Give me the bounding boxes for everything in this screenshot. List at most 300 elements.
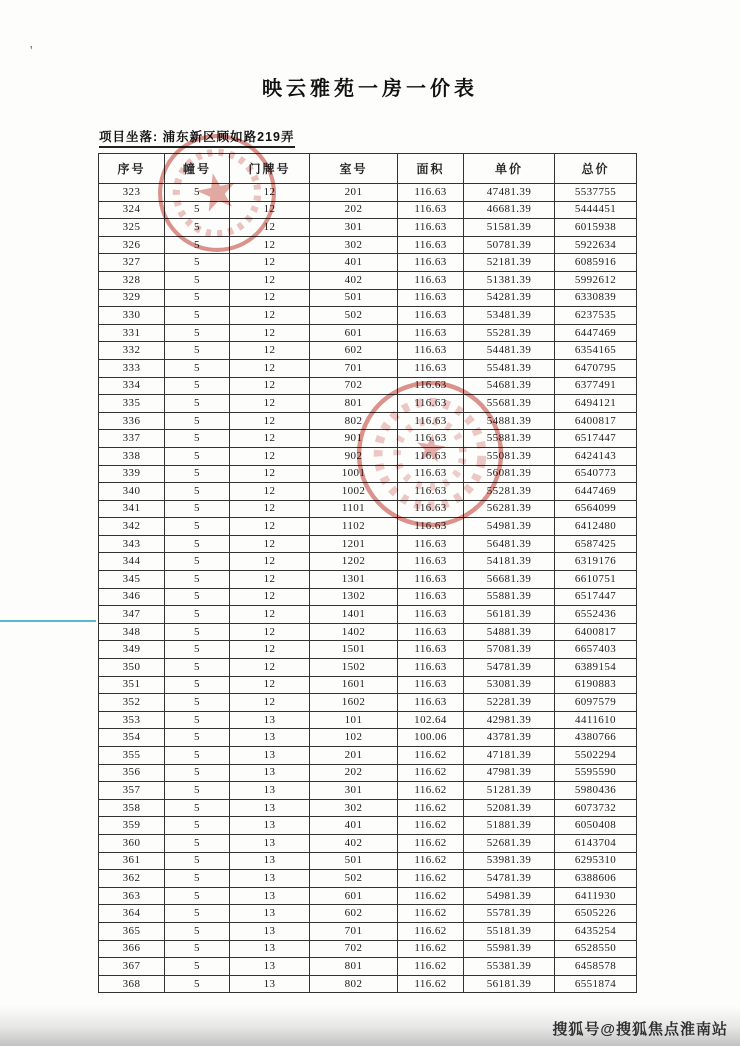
cell-unit-price: 43781.39 <box>464 729 555 747</box>
cell-serial: 349 <box>99 641 165 659</box>
cell-door-number: 13 <box>230 922 310 940</box>
cell-building: 5 <box>165 764 230 782</box>
col-header-unit-price: 单价 <box>464 154 555 184</box>
table-row <box>99 958 637 976</box>
cell-total-price: 6190883 <box>555 676 637 694</box>
cell-area: 116.63 <box>398 500 464 518</box>
cell-room: 102 <box>310 729 398 747</box>
cell-building: 5 <box>165 817 230 835</box>
cell-area: 116.62 <box>398 975 464 993</box>
cell-room: 802 <box>310 412 398 430</box>
cell-door-number: 12 <box>230 395 310 413</box>
cell-total-price: 5992612 <box>555 271 637 289</box>
cell-door-number: 12 <box>230 289 310 307</box>
table-row <box>99 606 637 624</box>
cell-unit-price: 56081.39 <box>464 465 555 483</box>
cell-area: 116.63 <box>398 395 464 413</box>
cell-room: 202 <box>310 764 398 782</box>
cell-total-price: 6552436 <box>555 606 637 624</box>
cell-door-number: 12 <box>230 219 310 237</box>
cell-total-price: 6587425 <box>555 535 637 553</box>
cell-area: 100.06 <box>398 729 464 747</box>
price-table-body <box>99 184 637 993</box>
cell-room: 601 <box>310 324 398 342</box>
cell-unit-price: 55681.39 <box>464 395 555 413</box>
cell-area: 102.64 <box>398 711 464 729</box>
cell-door-number: 12 <box>230 518 310 536</box>
cell-room: 402 <box>310 271 398 289</box>
cell-total-price: 6295310 <box>555 852 637 870</box>
cell-door-number: 13 <box>230 975 310 993</box>
cell-unit-price: 54781.39 <box>464 870 555 888</box>
cell-building: 5 <box>165 447 230 465</box>
table-row <box>99 395 637 413</box>
table-row <box>99 483 637 501</box>
cell-building: 5 <box>165 606 230 624</box>
cell-building: 5 <box>165 571 230 589</box>
cell-serial: 329 <box>99 289 165 307</box>
table-row <box>99 307 637 325</box>
cell-area: 116.63 <box>398 518 464 536</box>
cell-door-number: 12 <box>230 500 310 518</box>
cell-area: 116.62 <box>398 940 464 958</box>
cell-unit-price: 47481.39 <box>464 184 555 202</box>
cell-room: 402 <box>310 834 398 852</box>
cell-area: 116.63 <box>398 465 464 483</box>
table-row <box>99 975 637 993</box>
cell-total-price: 6447469 <box>555 324 637 342</box>
cell-serial: 332 <box>99 342 165 360</box>
cell-door-number: 12 <box>230 412 310 430</box>
table-row <box>99 940 637 958</box>
cell-unit-price: 55881.39 <box>464 588 555 606</box>
cell-room: 202 <box>310 201 398 219</box>
table-row <box>99 852 637 870</box>
cell-unit-price: 47181.39 <box>464 747 555 765</box>
cell-unit-price: 56481.39 <box>464 535 555 553</box>
cell-area: 116.63 <box>398 377 464 395</box>
table-row <box>99 870 637 888</box>
cell-area: 116.63 <box>398 359 464 377</box>
cell-unit-price: 55181.39 <box>464 922 555 940</box>
cell-unit-price: 53481.39 <box>464 307 555 325</box>
cell-door-number: 12 <box>230 641 310 659</box>
table-row <box>99 764 637 782</box>
cell-area: 116.63 <box>398 588 464 606</box>
cell-area: 116.62 <box>398 834 464 852</box>
cell-area: 116.62 <box>398 922 464 940</box>
table-row <box>99 465 637 483</box>
cell-area: 116.63 <box>398 571 464 589</box>
cell-building: 5 <box>165 535 230 553</box>
cell-building: 5 <box>165 711 230 729</box>
header-row <box>99 154 637 184</box>
cell-door-number: 12 <box>230 184 310 202</box>
cell-unit-price: 55081.39 <box>464 447 555 465</box>
table-row <box>99 905 637 923</box>
cell-area: 116.63 <box>398 676 464 694</box>
cell-building: 5 <box>165 747 230 765</box>
cell-door-number: 12 <box>230 430 310 448</box>
cell-door-number: 12 <box>230 447 310 465</box>
cell-unit-price: 52281.39 <box>464 694 555 712</box>
cell-room: 301 <box>310 219 398 237</box>
cell-unit-price: 56181.39 <box>464 975 555 993</box>
cell-building: 5 <box>165 975 230 993</box>
cell-building: 5 <box>165 184 230 202</box>
cell-area: 116.63 <box>398 219 464 237</box>
table-row <box>99 571 637 589</box>
cell-area: 116.63 <box>398 606 464 624</box>
project-location-label: 项目坐落: 浦东新区顾如路219弄 <box>99 127 295 148</box>
table-row <box>99 430 637 448</box>
cell-total-price: 6447469 <box>555 483 637 501</box>
col-header-total-price: 总价 <box>555 154 637 184</box>
cell-building: 5 <box>165 694 230 712</box>
cell-unit-price: 51881.39 <box>464 817 555 835</box>
cell-room: 1502 <box>310 659 398 677</box>
col-header-door-number: 门牌号 <box>230 154 310 184</box>
cell-door-number: 12 <box>230 659 310 677</box>
cell-unit-price: 54681.39 <box>464 377 555 395</box>
cell-total-price: 6319176 <box>555 553 637 571</box>
col-header-building: 幢号 <box>165 154 230 184</box>
cell-room: 1201 <box>310 535 398 553</box>
cell-room: 1402 <box>310 623 398 641</box>
cell-area: 116.62 <box>398 887 464 905</box>
cell-unit-price: 51381.39 <box>464 271 555 289</box>
cell-serial: 366 <box>99 940 165 958</box>
cell-unit-price: 54981.39 <box>464 887 555 905</box>
cell-total-price: 6411930 <box>555 887 637 905</box>
cell-area: 116.63 <box>398 641 464 659</box>
cell-door-number: 13 <box>230 782 310 800</box>
cell-room: 1002 <box>310 483 398 501</box>
scan-artifact-mark: ' <box>30 44 33 59</box>
cell-building: 5 <box>165 729 230 747</box>
cell-serial: 356 <box>99 764 165 782</box>
table-row <box>99 588 637 606</box>
cell-room: 201 <box>310 747 398 765</box>
cell-total-price: 6377491 <box>555 377 637 395</box>
cell-room: 602 <box>310 905 398 923</box>
cell-serial: 339 <box>99 465 165 483</box>
cell-serial: 326 <box>99 236 165 254</box>
cell-serial: 325 <box>99 219 165 237</box>
cell-room: 502 <box>310 870 398 888</box>
cell-door-number: 12 <box>230 307 310 325</box>
table-row <box>99 254 637 272</box>
cell-door-number: 12 <box>230 623 310 641</box>
cell-building: 5 <box>165 834 230 852</box>
table-row <box>99 834 637 852</box>
cell-unit-price: 54481.39 <box>464 342 555 360</box>
cell-door-number: 12 <box>230 324 310 342</box>
cell-area: 116.63 <box>398 412 464 430</box>
cell-total-price: 5595590 <box>555 764 637 782</box>
cell-building: 5 <box>165 254 230 272</box>
cell-building: 5 <box>165 641 230 659</box>
cell-serial: 362 <box>99 870 165 888</box>
cell-building: 5 <box>165 852 230 870</box>
cell-building: 5 <box>165 430 230 448</box>
cell-serial: 338 <box>99 447 165 465</box>
cell-serial: 345 <box>99 571 165 589</box>
cell-room: 701 <box>310 922 398 940</box>
cell-door-number: 12 <box>230 201 310 219</box>
table-row <box>99 219 637 237</box>
cell-room: 1101 <box>310 500 398 518</box>
cell-unit-price: 47981.39 <box>464 764 555 782</box>
cell-area: 116.62 <box>398 747 464 765</box>
cell-serial: 342 <box>99 518 165 536</box>
table-row <box>99 676 637 694</box>
cell-total-price: 5537755 <box>555 184 637 202</box>
cell-door-number: 12 <box>230 377 310 395</box>
cell-door-number: 13 <box>230 940 310 958</box>
cell-door-number: 12 <box>230 535 310 553</box>
table-row <box>99 518 637 536</box>
cell-room: 1602 <box>310 694 398 712</box>
cell-unit-price: 55981.39 <box>464 940 555 958</box>
cell-serial: 363 <box>99 887 165 905</box>
watermark-text: 搜狐号@搜狐焦点淮南站 <box>552 1021 728 1038</box>
cell-area: 116.63 <box>398 694 464 712</box>
cell-room: 401 <box>310 254 398 272</box>
cell-door-number: 12 <box>230 236 310 254</box>
cell-building: 5 <box>165 588 230 606</box>
cell-unit-price: 55281.39 <box>464 483 555 501</box>
table-row <box>99 201 637 219</box>
cell-total-price: 6435254 <box>555 922 637 940</box>
cell-door-number: 13 <box>230 905 310 923</box>
cell-total-price: 6389154 <box>555 659 637 677</box>
cell-total-price: 6657403 <box>555 641 637 659</box>
cell-building: 5 <box>165 307 230 325</box>
col-header-serial: 序号 <box>99 154 165 184</box>
cell-total-price: 6237535 <box>555 307 637 325</box>
cell-serial: 324 <box>99 201 165 219</box>
cell-area: 116.62 <box>398 905 464 923</box>
cell-total-price: 6143704 <box>555 834 637 852</box>
cell-total-price: 6400817 <box>555 412 637 430</box>
table-row <box>99 342 637 360</box>
table-row <box>99 817 637 835</box>
cell-door-number: 12 <box>230 694 310 712</box>
cell-total-price: 6412480 <box>555 518 637 536</box>
cell-building: 5 <box>165 958 230 976</box>
cell-serial: 352 <box>99 694 165 712</box>
cell-door-number: 13 <box>230 799 310 817</box>
cell-room: 1501 <box>310 641 398 659</box>
cell-building: 5 <box>165 289 230 307</box>
cell-serial: 354 <box>99 729 165 747</box>
cell-serial: 337 <box>99 430 165 448</box>
table-row <box>99 641 637 659</box>
cell-serial: 328 <box>99 271 165 289</box>
cell-unit-price: 56281.39 <box>464 500 555 518</box>
cell-building: 5 <box>165 922 230 940</box>
table-row <box>99 623 637 641</box>
table-row <box>99 711 637 729</box>
table-row <box>99 289 637 307</box>
table-row <box>99 324 637 342</box>
cell-total-price: 6517447 <box>555 430 637 448</box>
cell-total-price: 6528550 <box>555 940 637 958</box>
cell-door-number: 12 <box>230 483 310 501</box>
table-row <box>99 184 637 202</box>
cell-room: 501 <box>310 289 398 307</box>
cell-building: 5 <box>165 940 230 958</box>
cell-serial: 335 <box>99 395 165 413</box>
cell-door-number: 13 <box>230 834 310 852</box>
cell-serial: 343 <box>99 535 165 553</box>
cell-door-number: 12 <box>230 342 310 360</box>
cell-serial: 361 <box>99 852 165 870</box>
cell-room: 1001 <box>310 465 398 483</box>
cell-room: 902 <box>310 447 398 465</box>
cell-door-number: 12 <box>230 606 310 624</box>
cell-unit-price: 53981.39 <box>464 852 555 870</box>
cell-building: 5 <box>165 553 230 571</box>
cell-area: 116.62 <box>398 764 464 782</box>
cell-total-price: 6354165 <box>555 342 637 360</box>
cell-door-number: 13 <box>230 958 310 976</box>
cell-total-price: 6073732 <box>555 799 637 817</box>
cell-total-price: 6540773 <box>555 465 637 483</box>
cell-unit-price: 53081.39 <box>464 676 555 694</box>
footer-watermark-bar <box>0 1006 740 1046</box>
cell-building: 5 <box>165 500 230 518</box>
cell-door-number: 13 <box>230 729 310 747</box>
cell-serial: 360 <box>99 834 165 852</box>
cell-room: 801 <box>310 395 398 413</box>
cell-unit-price: 42981.39 <box>464 711 555 729</box>
cell-area: 116.63 <box>398 184 464 202</box>
cell-total-price: 6564099 <box>555 500 637 518</box>
cell-total-price: 6551874 <box>555 975 637 993</box>
cell-room: 602 <box>310 342 398 360</box>
cell-serial: 331 <box>99 324 165 342</box>
cell-area: 116.62 <box>398 958 464 976</box>
cell-unit-price: 55481.39 <box>464 359 555 377</box>
cell-total-price: 6470795 <box>555 359 637 377</box>
scan-line-artifact <box>0 620 96 622</box>
cell-serial: 367 <box>99 958 165 976</box>
table-row <box>99 359 637 377</box>
cell-door-number: 12 <box>230 271 310 289</box>
cell-room: 802 <box>310 975 398 993</box>
cell-area: 116.62 <box>398 782 464 800</box>
cell-unit-price: 55781.39 <box>464 905 555 923</box>
cell-room: 601 <box>310 887 398 905</box>
cell-door-number: 12 <box>230 553 310 571</box>
cell-total-price: 6330839 <box>555 289 637 307</box>
cell-door-number: 12 <box>230 571 310 589</box>
cell-building: 5 <box>165 659 230 677</box>
price-table <box>98 153 637 993</box>
col-header-room: 室号 <box>310 154 398 184</box>
cell-area: 116.63 <box>398 447 464 465</box>
cell-door-number: 13 <box>230 817 310 835</box>
cell-building: 5 <box>165 623 230 641</box>
cell-serial: 348 <box>99 623 165 641</box>
table-row <box>99 236 637 254</box>
cell-door-number: 13 <box>230 747 310 765</box>
cell-door-number: 13 <box>230 711 310 729</box>
cell-unit-price: 54981.39 <box>464 518 555 536</box>
cell-serial: 340 <box>99 483 165 501</box>
cell-door-number: 13 <box>230 852 310 870</box>
cell-door-number: 13 <box>230 870 310 888</box>
cell-unit-price: 56181.39 <box>464 606 555 624</box>
cell-building: 5 <box>165 324 230 342</box>
cell-room: 1302 <box>310 588 398 606</box>
cell-room: 302 <box>310 236 398 254</box>
cell-building: 5 <box>165 905 230 923</box>
table-row <box>99 447 637 465</box>
cell-room: 1202 <box>310 553 398 571</box>
cell-serial: 351 <box>99 676 165 694</box>
cell-building: 5 <box>165 887 230 905</box>
cell-building: 5 <box>165 465 230 483</box>
cell-serial: 347 <box>99 606 165 624</box>
cell-unit-price: 54881.39 <box>464 412 555 430</box>
cell-total-price: 6050408 <box>555 817 637 835</box>
cell-door-number: 12 <box>230 254 310 272</box>
cell-area: 116.63 <box>398 236 464 254</box>
cell-unit-price: 50781.39 <box>464 236 555 254</box>
cell-unit-price: 54281.39 <box>464 289 555 307</box>
cell-total-price: 4411610 <box>555 711 637 729</box>
cell-room: 702 <box>310 940 398 958</box>
cell-total-price: 6505226 <box>555 905 637 923</box>
cell-area: 116.63 <box>398 324 464 342</box>
cell-total-price: 6388606 <box>555 870 637 888</box>
cell-room: 1601 <box>310 676 398 694</box>
cell-building: 5 <box>165 342 230 360</box>
cell-serial: 353 <box>99 711 165 729</box>
cell-total-price: 6015938 <box>555 219 637 237</box>
cell-area: 116.63 <box>398 553 464 571</box>
table-row <box>99 887 637 905</box>
cell-unit-price: 52181.39 <box>464 254 555 272</box>
cell-unit-price: 55381.39 <box>464 958 555 976</box>
cell-building: 5 <box>165 782 230 800</box>
cell-building: 5 <box>165 870 230 888</box>
cell-building: 5 <box>165 359 230 377</box>
table-row <box>99 271 637 289</box>
cell-serial: 358 <box>99 799 165 817</box>
cell-room: 901 <box>310 430 398 448</box>
cell-serial: 323 <box>99 184 165 202</box>
cell-total-price: 5980436 <box>555 782 637 800</box>
cell-total-price: 6494121 <box>555 395 637 413</box>
cell-door-number: 12 <box>230 588 310 606</box>
cell-serial: 327 <box>99 254 165 272</box>
cell-total-price: 4380766 <box>555 729 637 747</box>
cell-serial: 355 <box>99 747 165 765</box>
cell-room: 702 <box>310 377 398 395</box>
cell-serial: 344 <box>99 553 165 571</box>
cell-area: 116.63 <box>398 535 464 553</box>
cell-building: 5 <box>165 412 230 430</box>
cell-unit-price: 52681.39 <box>464 834 555 852</box>
cell-room: 201 <box>310 184 398 202</box>
cell-door-number: 13 <box>230 764 310 782</box>
cell-serial: 330 <box>99 307 165 325</box>
cell-area: 116.63 <box>398 289 464 307</box>
